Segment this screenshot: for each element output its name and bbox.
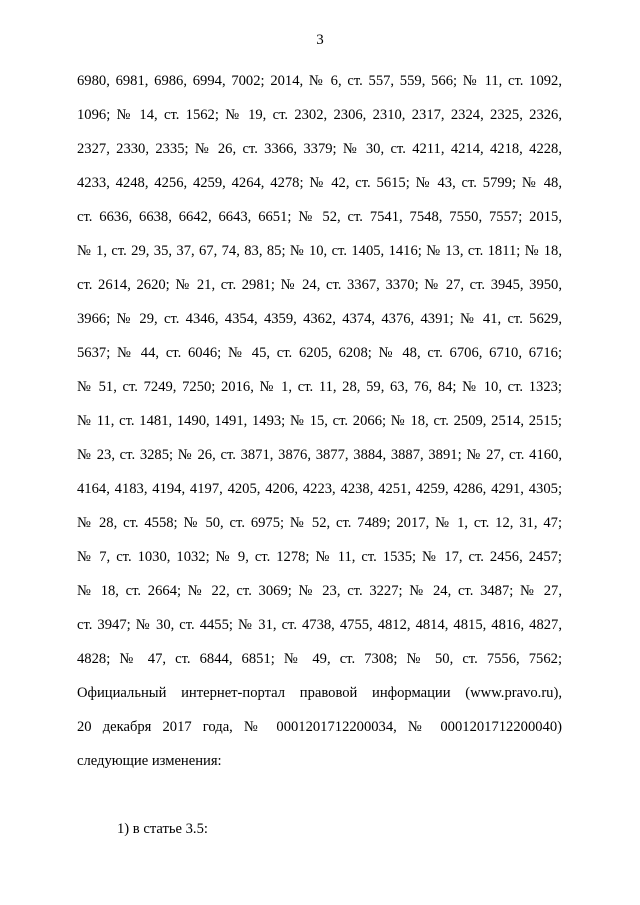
subitem-line: 1) в статье 3.5: <box>117 821 208 837</box>
text-line-19: Официальный интернет-портал правовой информации (www.pravo.ru), <box>77 685 562 701</box>
page-number: 3 <box>316 32 324 48</box>
text-line-6: № 1, ст. 29, 35, 37, 67, 74, 83, 85; № 10, ст. 1405, 1416; № 13, ст. 1811; № 18, <box>77 243 562 259</box>
text-line-11: № 11, ст. 1481, 1490, 1491, 1493; № 15, ст. 2066; № 18, ст. 2509, 2514, 2515; <box>77 413 562 429</box>
text-line-12: № 23, ст. 3285; № 26, ст. 3871, 3876, 3877, 3884, 3887, 3891; № 27, ст. 4160, <box>77 447 562 463</box>
text-line-5: ст. 6636, 6638, 6642, 6643, 6651; № 52, ст. 7541, 7548, 7550, 7557; 2015, <box>77 209 562 225</box>
text-line-18: 4828; № 47, ст. 6844, 6851; № 49, ст. 7308; № 50, ст. 7556, 7562; <box>77 651 562 667</box>
text-line-2: 1096; № 14, ст. 1562; № 19, ст. 2302, 2306, 2310, 2317, 2324, 2325, 2326, <box>77 107 562 123</box>
text-line-17: ст. 3947; № 30, ст. 4455; № 31, ст. 4738, 4755, 4812, 4814, 4815, 4816, 4827, <box>77 617 562 633</box>
text-line-9: 5637; № 44, ст. 6046; № 45, ст. 6205, 6208; № 48, ст. 6706, 6710, 6716; <box>77 345 562 361</box>
text-line-15: № 7, ст. 1030, 1032; № 9, ст. 1278; № 11, ст. 1535; № 17, ст. 2456, 2457; <box>77 549 562 565</box>
text-line-20: 20 декабря 2017 года, № 0001201712200034, № 0001201712200040) <box>77 719 562 735</box>
text-line-13: 4164, 4183, 4194, 4197, 4205, 4206, 4223, 4238, 4251, 4259, 4286, 4291, 4305; <box>77 481 562 497</box>
text-line-7: ст. 2614, 2620; № 21, ст. 2981; № 24, ст. 3367, 3370; № 27, ст. 3945, 3950, <box>77 277 562 293</box>
text-line-16: № 18, ст. 2664; № 22, ст. 3069; № 23, ст. 3227; № 24, ст. 3487; № 27, <box>77 583 562 599</box>
text-line-14: № 28, ст. 4558; № 50, ст. 6975; № 52, ст. 7489; 2017, № 1, ст. 12, 31, 47; <box>77 515 562 531</box>
text-line-3: 2327, 2330, 2335; № 26, ст. 3366, 3379; № 30, ст. 4211, 4214, 4218, 4228, <box>77 141 562 157</box>
text-line-4: 4233, 4248, 4256, 4259, 4264, 4278; № 42, ст. 5615; № 43, ст. 5799; № 48, <box>77 175 562 191</box>
text-line-1: 6980, 6981, 6986, 6994, 7002; 2014, № 6, ст. 557, 559, 566; № 11, ст. 1092, <box>77 73 562 89</box>
text-line-21: следующие изменения: <box>77 753 222 769</box>
text-line-8: 3966; № 29, ст. 4346, 4354, 4359, 4362, 4374, 4376, 4391; № 41, ст. 5629, <box>77 311 562 327</box>
body-text <box>77 64 562 846</box>
text-line-10: № 51, ст. 7249, 7250; 2016, № 1, ст. 11, 28, 59, 63, 76, 84; № 10, ст. 1323; <box>77 379 562 395</box>
paragraph-gap <box>77 778 562 812</box>
